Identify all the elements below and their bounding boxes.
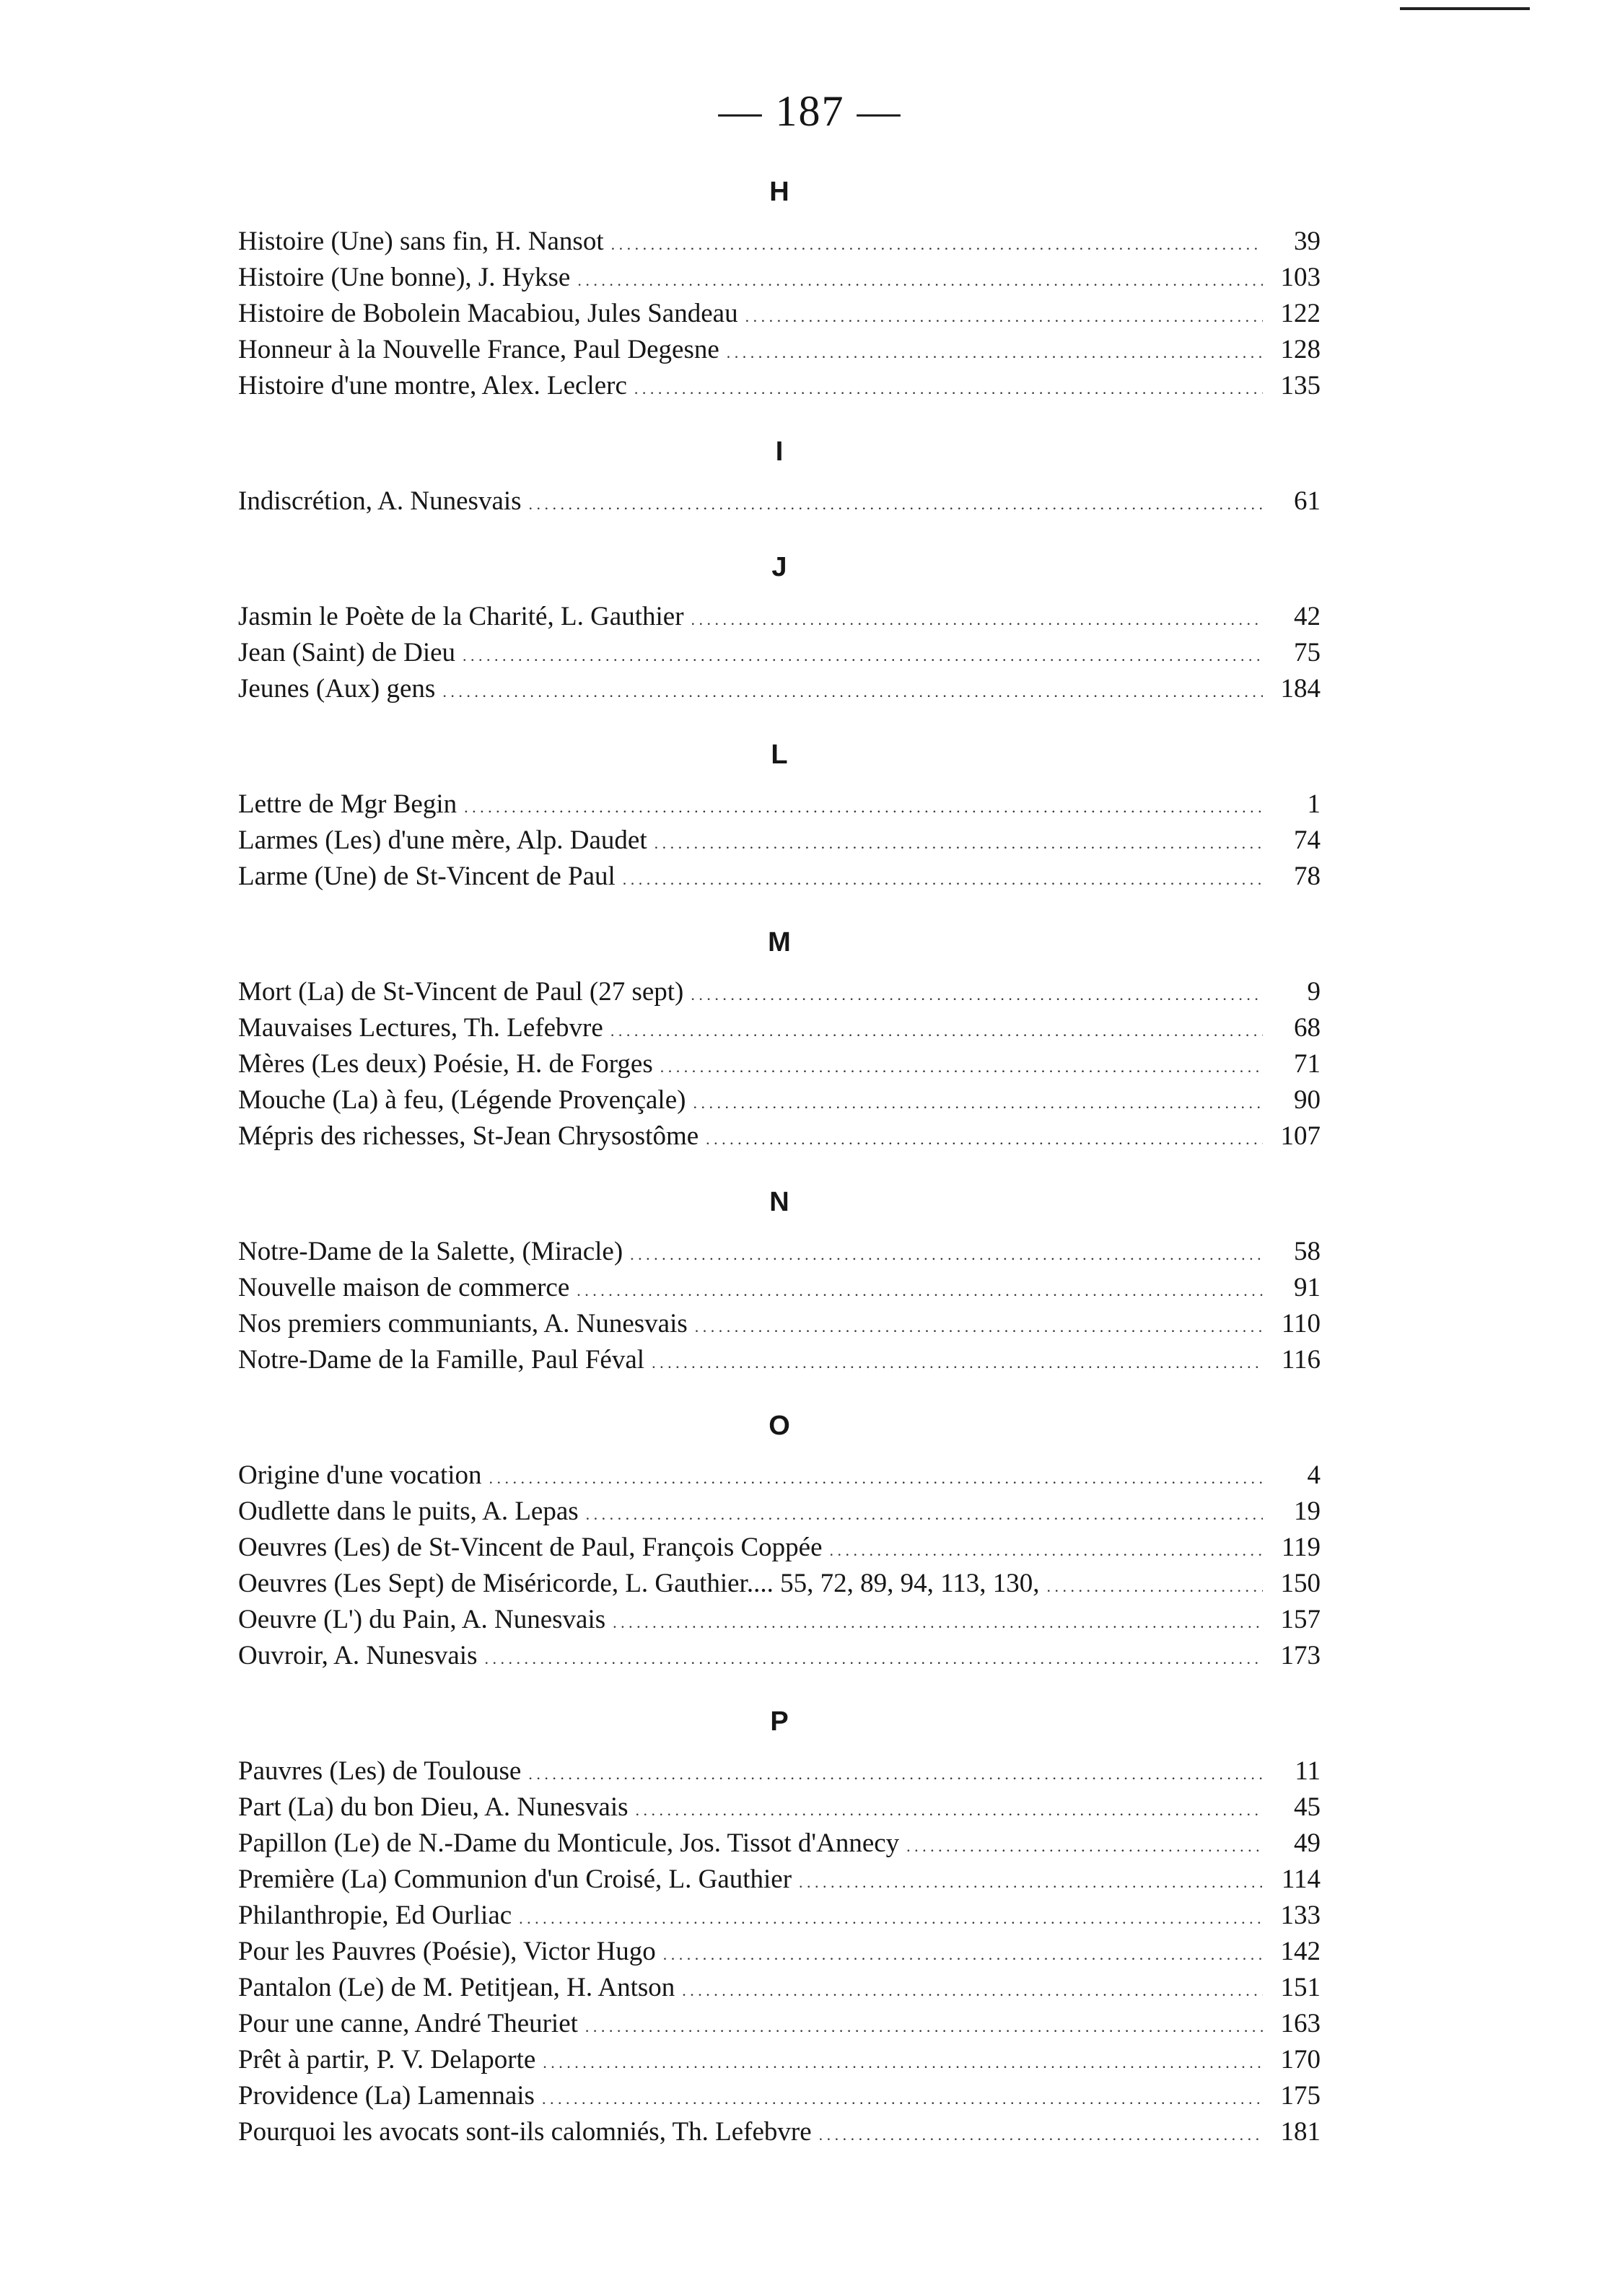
entry-title: Oudlette dans le puits, A. Lepas bbox=[238, 1497, 579, 1526]
section-letter: P bbox=[770, 1706, 789, 1737]
index-section bbox=[238, 548, 1321, 736]
entry-page: 142 bbox=[1280, 1937, 1321, 1966]
section-letter: L bbox=[771, 740, 788, 770]
section-gap bbox=[238, 520, 1321, 548]
section-letter: J bbox=[771, 552, 787, 582]
index-entry bbox=[238, 1118, 1321, 1154]
entry-title: Philanthropie, Ed Ourliac bbox=[238, 1901, 512, 1930]
entry-title: Nos premiers communiants, A. Nunesvais bbox=[238, 1309, 688, 1338]
dot-leader bbox=[543, 2042, 1263, 2078]
dot-leader bbox=[528, 1753, 1263, 1789]
entry-page: 9 bbox=[1307, 977, 1321, 1007]
dot-leader bbox=[745, 296, 1263, 332]
entry-page: 114 bbox=[1281, 1865, 1321, 1894]
section-letter: M bbox=[768, 927, 791, 958]
index-section bbox=[238, 1407, 1321, 1703]
entry-title: Mort (La) de St-Vincent de Paul (27 sept) bbox=[238, 977, 684, 1007]
index-entry bbox=[238, 859, 1321, 895]
entry-title: Prêt à partir, P. V. Delaporte bbox=[238, 2045, 536, 2074]
dot-leader bbox=[830, 1530, 1263, 1566]
entry-title: Larme (Une) de St-Vincent de Paul bbox=[238, 862, 616, 891]
index-entry bbox=[238, 1602, 1321, 1638]
index-entry bbox=[238, 1082, 1321, 1118]
section-letter: H bbox=[769, 177, 789, 207]
entry-page: 19 bbox=[1294, 1497, 1321, 1526]
entry-title: Part (La) du bon Dieu, A. Nunesvais bbox=[238, 1792, 629, 1822]
dot-leader bbox=[691, 974, 1263, 1010]
dot-leader bbox=[577, 260, 1263, 296]
entry-title: Indiscrétion, A. Nunesvais bbox=[238, 486, 522, 516]
dot-leader bbox=[691, 599, 1263, 635]
entry-title: Oeuvres (Les) de St-Vincent de Paul, François Coppée bbox=[238, 1533, 823, 1562]
index-entry bbox=[238, 1789, 1321, 1826]
entry-page: 75 bbox=[1294, 638, 1321, 667]
entry-page: 45 bbox=[1294, 1792, 1321, 1822]
dot-leader bbox=[611, 224, 1263, 260]
dot-leader bbox=[706, 1118, 1263, 1154]
entry-title: Larmes (Les) d'une mère, Alp. Daudet bbox=[238, 825, 647, 855]
dot-leader bbox=[799, 1862, 1263, 1898]
index-entry bbox=[238, 1934, 1321, 1970]
entry-title: Mépris des richesses, St-Jean Chrysostôme bbox=[238, 1121, 699, 1151]
dot-leader bbox=[610, 1010, 1263, 1046]
entry-title: Notre-Dame de la Famille, Paul Féval bbox=[238, 1345, 645, 1375]
dot-leader bbox=[613, 1602, 1263, 1638]
dot-leader bbox=[585, 2006, 1263, 2042]
dot-leader bbox=[636, 1789, 1263, 1826]
dot-leader bbox=[442, 671, 1263, 707]
index-entry bbox=[238, 635, 1321, 671]
entry-page: 39 bbox=[1294, 227, 1321, 256]
entry-title: Mauvaises Lectures, Th. Lefebvre bbox=[238, 1013, 603, 1043]
index-entry bbox=[238, 1342, 1321, 1378]
entry-page: 103 bbox=[1280, 263, 1321, 292]
section-gap bbox=[238, 404, 1321, 433]
entry-title: Pour les Pauvres (Poésie), Victor Hugo bbox=[238, 1937, 656, 1966]
index-entry bbox=[238, 1862, 1321, 1898]
entry-title: Pantalon (Le) de M. Petitjean, H. Antson bbox=[238, 1973, 675, 2002]
entry-page: 150 bbox=[1280, 1569, 1321, 1598]
entry-title: Nouvelle maison de commerce bbox=[238, 1273, 570, 1302]
section-gap bbox=[238, 707, 1321, 736]
dot-leader bbox=[464, 786, 1263, 823]
index-entry bbox=[238, 483, 1321, 520]
entry-page: 184 bbox=[1280, 674, 1321, 704]
dot-leader bbox=[727, 332, 1263, 368]
index-entry bbox=[238, 2006, 1321, 2042]
index-entry bbox=[238, 224, 1321, 260]
index-entry bbox=[238, 1234, 1321, 1270]
entry-title: Jasmin le Poète de la Charité, L. Gauthier bbox=[238, 602, 684, 631]
entry-page: 91 bbox=[1294, 1273, 1321, 1302]
section-gap bbox=[238, 895, 1321, 924]
dot-leader bbox=[630, 1234, 1263, 1270]
entry-page: 107 bbox=[1280, 1121, 1321, 1151]
index-entry bbox=[238, 599, 1321, 635]
index-entry bbox=[238, 368, 1321, 404]
dot-leader bbox=[652, 1342, 1263, 1378]
entry-title: Histoire (Une bonne), J. Hykse bbox=[238, 263, 571, 292]
index-section bbox=[238, 433, 1321, 548]
entry-title: Ouvroir, A. Nunesvais bbox=[238, 1641, 478, 1670]
entry-page: 135 bbox=[1280, 371, 1321, 400]
entry-title: Pourquoi les avocats sont-ils calomniés, Th. Lefebvre bbox=[238, 2117, 812, 2147]
dot-leader bbox=[682, 1970, 1263, 2006]
entry-title: Honneur à la Nouvelle France, Paul Degesne bbox=[238, 335, 719, 364]
entry-page: 116 bbox=[1281, 1345, 1321, 1375]
dot-leader bbox=[489, 1458, 1263, 1494]
entry-title: Mouche (La) à feu, (Légende Provençale) bbox=[238, 1085, 686, 1115]
entry-page: 4 bbox=[1307, 1460, 1321, 1490]
entry-page: 11 bbox=[1295, 1756, 1321, 1786]
index-entry bbox=[238, 1566, 1321, 1602]
entry-page: 157 bbox=[1280, 1605, 1321, 1634]
entry-title: Notre-Dame de la Salette, (Miracle) bbox=[238, 1237, 623, 1266]
entry-title: Histoire de Bobolein Macabiou, Jules Sandeau bbox=[238, 299, 738, 328]
index-entry bbox=[238, 2078, 1321, 2114]
index-entry bbox=[238, 1046, 1321, 1082]
index-section bbox=[238, 736, 1321, 924]
entry-title: Pauvres (Les) de Toulouse bbox=[238, 1756, 522, 1786]
index-entry bbox=[238, 1458, 1321, 1494]
dot-leader bbox=[623, 859, 1263, 895]
index-entry bbox=[238, 1270, 1321, 1306]
index-section bbox=[238, 1703, 1321, 2150]
page-number: — 187 — bbox=[718, 87, 902, 135]
entry-page: 119 bbox=[1281, 1533, 1321, 1562]
entry-page: 163 bbox=[1280, 2009, 1321, 2038]
index-entry bbox=[238, 671, 1321, 707]
index-entry bbox=[238, 823, 1321, 859]
entry-page: 71 bbox=[1294, 1049, 1321, 1079]
entry-title: Origine d'une vocation bbox=[238, 1460, 482, 1490]
dot-leader bbox=[906, 1826, 1263, 1862]
entry-page: 128 bbox=[1280, 335, 1321, 364]
entry-title: Jeunes (Aux) gens bbox=[238, 674, 436, 704]
entry-title: Mères (Les deux) Poésie, H. de Forges bbox=[238, 1049, 653, 1079]
entry-title: Papillon (Le) de N.-Dame du Monticule, Jos. Tissot d'Annecy bbox=[238, 1828, 900, 1858]
entry-title: Première (La) Communion d'un Croisé, L. Gauthier bbox=[238, 1865, 792, 1894]
dot-leader bbox=[634, 368, 1263, 404]
entry-page: 74 bbox=[1294, 825, 1321, 855]
index-entry bbox=[238, 1898, 1321, 1934]
dot-leader bbox=[586, 1494, 1263, 1530]
entry-page: 49 bbox=[1294, 1828, 1321, 1858]
entry-page: 151 bbox=[1280, 1973, 1321, 2002]
dot-leader bbox=[577, 1270, 1263, 1306]
dot-leader bbox=[1046, 1566, 1263, 1602]
entry-title: Histoire (Une) sans fin, H. Nansot bbox=[238, 227, 604, 256]
index-entry bbox=[238, 1530, 1321, 1566]
index-entry bbox=[238, 1970, 1321, 2006]
index-section bbox=[238, 924, 1321, 1183]
entry-page: 170 bbox=[1280, 2045, 1321, 2074]
index-list bbox=[238, 173, 1321, 2150]
section-letter: I bbox=[775, 437, 784, 467]
dot-leader bbox=[819, 2114, 1263, 2150]
index-entry bbox=[238, 296, 1321, 332]
index-entry bbox=[238, 974, 1321, 1010]
entry-title: Pour une canne, André Theuriet bbox=[238, 2009, 578, 2038]
dot-leader bbox=[654, 823, 1263, 859]
index-entry bbox=[238, 1010, 1321, 1046]
entry-title: Jean (Saint) de Dieu bbox=[238, 638, 456, 667]
index-entry bbox=[238, 1494, 1321, 1530]
entry-title: Lettre de Mgr Begin bbox=[238, 789, 457, 819]
section-gap bbox=[238, 1378, 1321, 1407]
entry-title: Histoire d'une montre, Alex. Leclerc bbox=[238, 371, 627, 400]
entry-title: Oeuvres (Les Sept) de Miséricorde, L. Gauthier.... 55, 72, 89, 94, 113, 130, bbox=[238, 1569, 1040, 1598]
entry-page: 78 bbox=[1294, 862, 1321, 891]
entry-title: Oeuvre (L') du Pain, A. Nunesvais bbox=[238, 1605, 606, 1634]
index-entry bbox=[238, 786, 1321, 823]
dot-leader bbox=[542, 2078, 1263, 2114]
dot-leader bbox=[660, 1046, 1263, 1082]
dot-leader bbox=[463, 635, 1263, 671]
dot-leader bbox=[529, 483, 1263, 520]
entry-page: 175 bbox=[1280, 2081, 1321, 2111]
entry-page: 181 bbox=[1280, 2117, 1321, 2147]
section-gap bbox=[238, 1674, 1321, 1703]
dot-leader bbox=[484, 1638, 1263, 1674]
section-letter: N bbox=[769, 1187, 789, 1217]
section-gap bbox=[238, 1154, 1321, 1183]
entry-page: 1 bbox=[1307, 789, 1321, 819]
top-rule bbox=[1400, 7, 1530, 10]
index-section bbox=[238, 173, 1321, 433]
index-entry bbox=[238, 332, 1321, 368]
entry-page: 133 bbox=[1280, 1901, 1321, 1930]
entry-page: 122 bbox=[1280, 299, 1321, 328]
dot-leader bbox=[693, 1082, 1263, 1118]
entry-page: 90 bbox=[1294, 1085, 1321, 1115]
entry-page: 68 bbox=[1294, 1013, 1321, 1043]
index-entry bbox=[238, 1826, 1321, 1862]
entry-page: 42 bbox=[1294, 602, 1321, 631]
index-entry bbox=[238, 1638, 1321, 1674]
index-entry bbox=[238, 2114, 1321, 2150]
entry-page: 173 bbox=[1280, 1641, 1321, 1670]
dot-leader bbox=[519, 1898, 1263, 1934]
section-letter: O bbox=[769, 1411, 790, 1441]
entry-page: 110 bbox=[1281, 1309, 1321, 1338]
entry-title: Providence (La) Lamennais bbox=[238, 2081, 535, 2111]
index-entry bbox=[238, 1753, 1321, 1789]
index-section bbox=[238, 1183, 1321, 1407]
index-entry bbox=[238, 1306, 1321, 1342]
entry-page: 58 bbox=[1294, 1237, 1321, 1266]
dot-leader bbox=[695, 1306, 1263, 1342]
dot-leader bbox=[663, 1934, 1263, 1970]
index-entry bbox=[238, 2042, 1321, 2078]
index-entry bbox=[238, 260, 1321, 296]
entry-page: 61 bbox=[1294, 486, 1321, 516]
